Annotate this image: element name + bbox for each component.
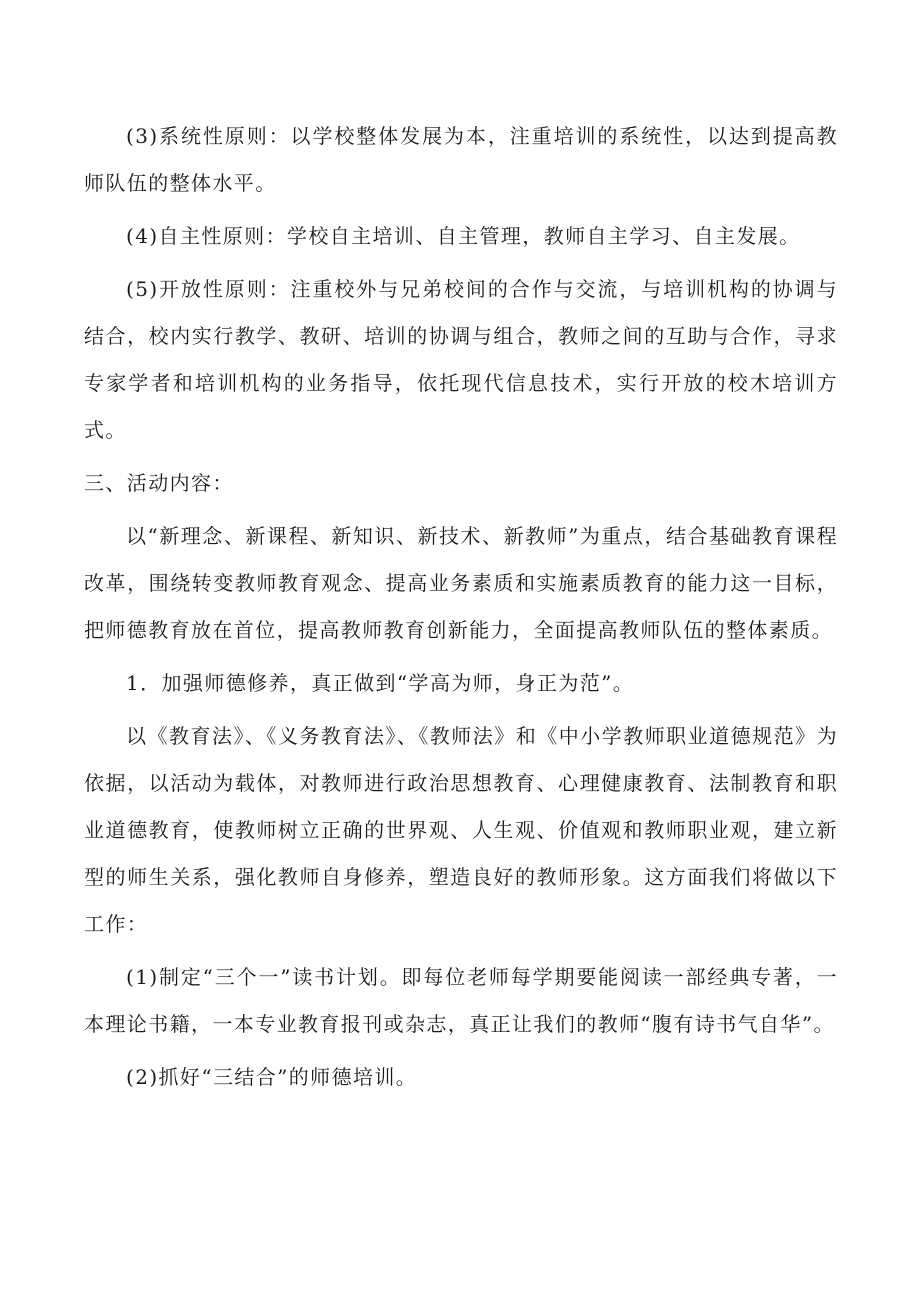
activity-intro-paragraph: 以“新理念、新课程、新知识、新技术、新教师”为重点，结合基础教育课程改革，围绕转变教师教育观念、提高业务素质和实施素质教育的能力这一目标，把师德教育放在首位，提高教师教育创新能力，全面提高教师队伍的整体素质。 (84, 524, 838, 642)
section-heading-activity-content: 三、活动内容： (84, 471, 234, 495)
principle-openness: (5)开放性原则：注重校外与兄弟校间的合作与交流，与培训机构的协调与结合，校内实行教学、教研、培训的协调与组合，教师之间的互助与合作，寻求专家学者和培训机构的业务指导，依托现代信息技术，实行开放的校木培训方式。 (84, 277, 838, 442)
principle-autonomy: (4)自主性原则：学校自主培训、自主管理，教师自主学习、自主发展。 (126, 224, 801, 248)
ethics-basis-paragraph: 以《教育法》、《义务教育法》、《教师法》和《中小学教师职业道德规范》为依据，以活动为载体，对教师进行政治思想教育、心理健康教育、法制教育和职业道德教育，使教师树立正确的世界观、人生观、价值观和教师职业观，建立新型的师生关系，强化教师自身修养，塑造良好的教师形象。这方面我们将做以下工作： (84, 724, 838, 936)
document-page (84, 113, 838, 1107)
ethics-training-item: (2)抓好“三结合”的师德培训。 (126, 1065, 418, 1089)
subheading-ethics-cultivation: 1．加强师德修养，真正做到“学高为师，身正为范”。 (126, 671, 635, 695)
principle-systematic: (3)系统性原则：以学校整体发展为本，注重培训的系统性，以达到提高教师队伍的整体水平。 (84, 124, 838, 195)
reading-plan-item: (1)制定“三个一”读书计划。即每位老师每学期要能阅读一部经典专著，一本理论书籍，一本专业教育报刊或杂志，真正让我们的教师“腹有诗书气自华”。 (84, 965, 838, 1036)
